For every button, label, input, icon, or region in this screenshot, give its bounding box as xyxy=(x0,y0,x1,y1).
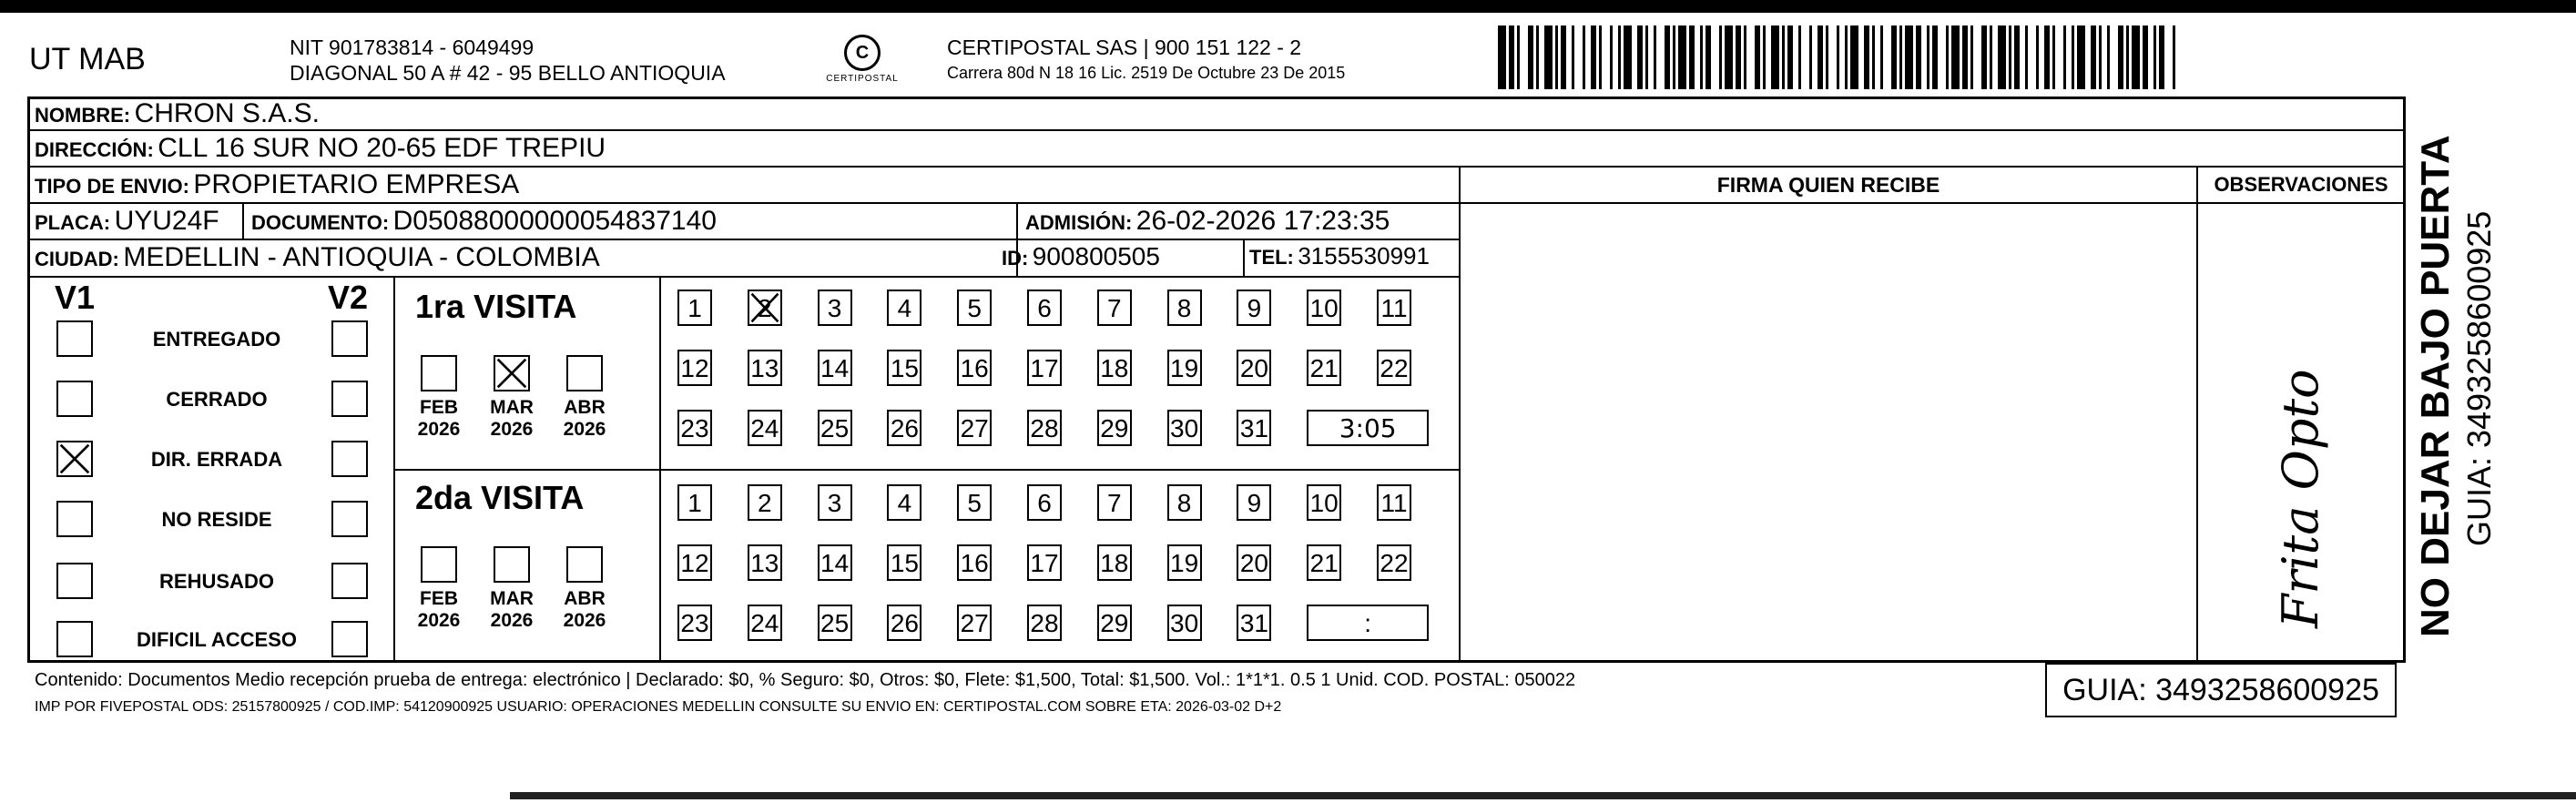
barcode-bar xyxy=(1498,25,1506,89)
day-cell[interactable] xyxy=(1307,544,1341,581)
day-number: 9 xyxy=(1247,489,1262,517)
v2-checkbox[interactable] xyxy=(331,441,368,477)
day-cell[interactable] xyxy=(1237,290,1271,326)
month-label xyxy=(557,397,612,441)
day-cell[interactable] xyxy=(818,605,852,641)
day-cell[interactable] xyxy=(1167,605,1202,641)
admision-value: 26-02-2026 17:23:35 xyxy=(1135,206,1390,236)
v2-checkbox[interactable] xyxy=(331,501,368,537)
tel-value: 3155530991 xyxy=(1298,242,1430,269)
day-cell[interactable] xyxy=(1377,290,1411,326)
day-number: 22 xyxy=(1380,549,1409,577)
observation-text: Frita Opto xyxy=(2272,369,2329,628)
status-label: NO RESIDE xyxy=(161,508,272,531)
month-year: 2026 xyxy=(490,419,534,440)
day-cell[interactable] xyxy=(677,605,712,641)
day-number: 15 xyxy=(890,549,919,577)
day-cell[interactable] xyxy=(1097,605,1132,641)
day-number: 14 xyxy=(820,549,850,577)
day-number: 9 xyxy=(1247,294,1262,322)
month-checkbox[interactable] xyxy=(421,546,457,583)
month-checkbox[interactable] xyxy=(421,355,457,391)
day-number: 3 xyxy=(827,489,842,517)
month-checkbox[interactable] xyxy=(566,546,603,583)
bottom-border xyxy=(510,792,2576,799)
day-number: 10 xyxy=(1309,489,1339,517)
barcode xyxy=(1498,25,2175,89)
barcode-bar xyxy=(2164,25,2173,89)
day-cell[interactable] xyxy=(887,605,921,641)
day-number: 17 xyxy=(1030,549,1059,577)
day-number: 28 xyxy=(1030,609,1059,637)
day-cell[interactable] xyxy=(1307,350,1341,386)
placa-label: PLACA: xyxy=(35,211,111,234)
barcode-bar xyxy=(1938,25,1946,89)
day-cell[interactable] xyxy=(887,544,921,581)
day-number: 21 xyxy=(1309,549,1339,577)
day-cell[interactable] xyxy=(1167,544,1202,581)
day-cell[interactable] xyxy=(957,605,992,641)
certipostal-logo xyxy=(823,35,901,95)
day-number: 4 xyxy=(897,294,912,322)
day-number: 27 xyxy=(960,609,989,637)
day-cell[interactable] xyxy=(957,290,992,326)
day-number: 30 xyxy=(1170,414,1199,442)
day-number: 26 xyxy=(890,414,919,442)
day-cell[interactable] xyxy=(887,484,921,521)
side-warning: NO DEJAR BAJO PUERTA xyxy=(2413,135,2458,637)
barcode-bar xyxy=(1828,25,1837,89)
day-cell[interactable] xyxy=(677,544,712,581)
status-label: ENTREGADO xyxy=(152,328,281,351)
month-label xyxy=(557,588,612,632)
day-number: 12 xyxy=(680,549,709,577)
barcode-bar xyxy=(1574,25,1583,89)
courier-info xyxy=(947,35,1345,86)
barcode-bar xyxy=(1883,25,1891,89)
day-number: 13 xyxy=(750,549,779,577)
visit2-title: 2da VISITA xyxy=(415,479,585,516)
tel-label: TEL: xyxy=(1249,246,1294,269)
day-cell[interactable] xyxy=(1377,484,1411,521)
day-cell[interactable] xyxy=(1167,350,1202,386)
placa-value: UYU24F xyxy=(114,206,219,236)
month-year: 2026 xyxy=(490,610,534,631)
day-cell[interactable] xyxy=(887,290,921,326)
day-number: 16 xyxy=(960,354,989,382)
admision-field xyxy=(1025,206,1390,237)
barcode-bar xyxy=(1998,25,2006,89)
direccion-row xyxy=(35,133,606,164)
barcode-bar xyxy=(1746,25,1755,89)
day-number: 6 xyxy=(1037,489,1052,517)
day-number: 11 xyxy=(1380,489,1408,517)
id-field xyxy=(1002,242,1160,271)
tipo-value: PROPIETARIO EMPRESA xyxy=(193,169,520,199)
day-number: 7 xyxy=(1107,489,1122,517)
day-cell[interactable] xyxy=(1097,350,1132,386)
day-number: 31 xyxy=(1239,414,1268,442)
day-number: 23 xyxy=(680,414,709,442)
day-number: 16 xyxy=(960,549,989,577)
company-name: UT MAB xyxy=(29,42,146,76)
barcode-bar xyxy=(1711,25,1719,89)
barcode-bar xyxy=(1544,25,1553,89)
day-cell[interactable] xyxy=(1027,605,1062,641)
month-name: FEB xyxy=(420,588,458,609)
barcode-bar xyxy=(1951,25,1960,89)
month-label xyxy=(484,588,539,632)
day-cell[interactable] xyxy=(1097,544,1132,581)
day-cell[interactable] xyxy=(1237,410,1271,446)
day-number: 6 xyxy=(1037,294,1052,322)
day-cell[interactable] xyxy=(748,484,782,521)
month-year: 2026 xyxy=(563,610,606,631)
placa-field xyxy=(35,206,219,237)
tipo-row xyxy=(35,169,519,200)
barcode-bar xyxy=(2132,25,2140,89)
day-cell[interactable] xyxy=(1167,290,1202,326)
barcode-bar xyxy=(1520,25,1528,89)
barcode-bar xyxy=(1771,25,1779,89)
day-number: 12 xyxy=(680,354,709,382)
month-label xyxy=(412,397,466,441)
tipo-label: TIPO DE ENVIO: xyxy=(35,175,189,198)
v2-label: V2 xyxy=(328,279,369,316)
day-number: 13 xyxy=(750,354,779,382)
day-number: 23 xyxy=(680,609,709,637)
month-year: 2026 xyxy=(417,610,461,631)
footer-content: Contenido: Documentos Medio recepción prueba de entrega: electrónico | Declarado: $0, % Seguro: $0, Otros: $0, Flete: $1,500, Total: $1,500. Vol.: 1*1*1. 0.5 1 Unid. COD. POSTAL: 050022 xyxy=(35,670,1576,690)
day-number: 24 xyxy=(750,414,779,442)
v2-checkbox[interactable] xyxy=(331,320,368,357)
time-field[interactable]: : xyxy=(1307,605,1429,641)
v1-checkbox[interactable] xyxy=(56,621,93,657)
company-address: DIAGONAL 50 A # 42 - 95 BELLO ANTIOQUIA xyxy=(290,61,726,85)
day-cell[interactable] xyxy=(1377,350,1411,386)
id-label: ID: xyxy=(1002,247,1029,269)
day-cell[interactable] xyxy=(957,544,992,581)
day-number: 8 xyxy=(1176,489,1192,517)
nombre-label: NOMBRE: xyxy=(35,104,131,127)
v1-label: V1 xyxy=(55,279,96,316)
month-name: MAR xyxy=(490,588,534,609)
v1-checkbox[interactable] xyxy=(56,381,93,417)
day-cell[interactable] xyxy=(1097,484,1132,521)
month-label xyxy=(412,588,466,632)
day-cell[interactable] xyxy=(1167,484,1202,521)
day-cell[interactable] xyxy=(1307,484,1341,521)
documento-value: D05088000000054837140 xyxy=(392,206,717,236)
day-cell[interactable] xyxy=(677,484,712,521)
day-number: 4 xyxy=(897,489,912,517)
guia-box: GUIA: 3493258600925 xyxy=(2045,663,2397,717)
barcode-bar xyxy=(1801,25,1809,89)
day-cell[interactable] xyxy=(957,350,992,386)
day-number: 5 xyxy=(967,489,982,517)
day-number: 21 xyxy=(1309,354,1339,382)
day-number: 3 xyxy=(827,294,842,322)
day-cell[interactable] xyxy=(1167,410,1202,446)
day-number: 19 xyxy=(1170,354,1199,382)
day-number: 5 xyxy=(967,294,982,322)
month-name: FEB xyxy=(420,397,458,418)
day-cell[interactable] xyxy=(1377,544,1411,581)
day-number: 22 xyxy=(1380,354,1409,382)
day-cell[interactable] xyxy=(1237,350,1271,386)
barcode-bar xyxy=(1725,25,1733,89)
company-nit: NIT 901783814 - 6049499 xyxy=(290,36,535,59)
documento-label: DOCUMENTO: xyxy=(251,211,390,234)
month-label xyxy=(484,397,539,441)
month-checkbox[interactable] xyxy=(494,546,530,583)
barcode-bar xyxy=(2077,25,2085,89)
day-cell[interactable] xyxy=(1027,544,1062,581)
day-cell[interactable] xyxy=(1027,484,1062,521)
month-year: 2026 xyxy=(563,419,606,440)
barcode-bar xyxy=(1602,25,1610,89)
barcode-bar xyxy=(1905,25,1913,89)
v2-checkbox[interactable] xyxy=(331,563,368,599)
top-border xyxy=(0,0,2576,13)
day-number: 19 xyxy=(1170,549,1199,577)
day-cell[interactable] xyxy=(1097,290,1132,326)
day-number: 7 xyxy=(1107,294,1122,322)
day-number: 8 xyxy=(1176,294,1192,322)
day-cell[interactable] xyxy=(1027,350,1062,386)
day-cell[interactable] xyxy=(748,544,782,581)
ciudad-label: CIUDAD: xyxy=(35,248,119,270)
day-number: 2 xyxy=(758,489,772,517)
v1-checkbox[interactable] xyxy=(56,563,93,599)
day-number: 31 xyxy=(1239,609,1268,637)
barcode-bar xyxy=(1678,25,1686,89)
day-cell[interactable] xyxy=(1237,544,1271,581)
day-number: 18 xyxy=(1100,549,1129,577)
barcode-bar xyxy=(2028,25,2036,89)
footer-print-info: IMP POR FIVEPOSTAL ODS: 25157800925 / COD.IMP: 54120900925 USUARIO: OPERACIONES MEDELLIN CONSULTE SU ENVIO EN: CERTIPOSTAL.COM SOBRE ETA: 2026-03-02 D+2 xyxy=(35,699,1282,715)
v2-checkbox[interactable] xyxy=(331,381,368,417)
month-name: ABR xyxy=(564,588,606,609)
day-number: 1 xyxy=(687,489,702,517)
day-number: 20 xyxy=(1239,549,1268,577)
day-cell[interactable] xyxy=(748,350,782,386)
day-cell[interactable] xyxy=(1027,290,1062,326)
v1-checkbox[interactable] xyxy=(56,320,93,357)
tel-field xyxy=(1249,242,1430,270)
day-cell[interactable] xyxy=(957,484,992,521)
day-cell[interactable] xyxy=(957,410,992,446)
day-number: 28 xyxy=(1030,414,1059,442)
v2-checkbox[interactable] xyxy=(331,621,368,657)
day-number: 20 xyxy=(1239,354,1268,382)
day-cell[interactable] xyxy=(748,605,782,641)
day-cell[interactable] xyxy=(1097,410,1132,446)
logo-text: CERTIPOSTAL xyxy=(826,74,899,84)
month-year: 2026 xyxy=(417,419,461,440)
month-name: MAR xyxy=(490,397,534,418)
company-info xyxy=(290,35,726,86)
status-label: DIFICIL ACCESO xyxy=(136,628,297,651)
ciudad-value: MEDELLIN - ANTIOQUIA - COLOMBIA xyxy=(123,242,600,272)
day-cell[interactable] xyxy=(818,410,852,446)
day-number: 18 xyxy=(1100,354,1129,382)
day-cell[interactable] xyxy=(818,350,852,386)
day-cell[interactable] xyxy=(748,410,782,446)
day-number: 14 xyxy=(820,354,850,382)
day-cell[interactable] xyxy=(818,484,852,521)
side-guia: GUIA: 3493258600925 xyxy=(2460,210,2498,546)
day-number: 24 xyxy=(750,609,779,637)
month-checkbox[interactable] xyxy=(566,355,603,391)
day-cell[interactable] xyxy=(677,290,712,326)
day-cell[interactable] xyxy=(748,290,782,326)
day-number: 11 xyxy=(1380,294,1408,322)
barcode-bar xyxy=(1850,25,1858,89)
v1-checkbox[interactable] xyxy=(56,441,93,477)
direccion-label: DIRECCIÓN: xyxy=(35,138,154,161)
month-name: ABR xyxy=(564,397,606,418)
month-checkbox[interactable] xyxy=(494,355,530,391)
day-cell[interactable] xyxy=(887,410,921,446)
courier-name: CERTIPOSTAL SAS | 900 151 122 - 2 xyxy=(947,36,1302,59)
barcode-bar xyxy=(2110,25,2118,89)
day-cell[interactable] xyxy=(818,544,852,581)
ciudad-field xyxy=(35,242,600,273)
barcode-bar xyxy=(1656,25,1665,89)
courier-license: Carrera 80d N 18 16 Lic. 2519 De Octubre 23 De 2015 xyxy=(947,64,1346,82)
status-label: DIR. ERRADA xyxy=(150,448,283,471)
firma-header: FIRMA QUIEN RECIBE xyxy=(1716,173,1940,197)
day-number: 25 xyxy=(820,414,850,442)
status-label: CERRADO xyxy=(166,388,268,411)
v1-checkbox[interactable] xyxy=(56,501,93,537)
day-cell[interactable] xyxy=(1237,605,1271,641)
status-label: REHUSADO xyxy=(159,570,274,593)
barcode-bar xyxy=(1973,25,1981,89)
documento-field xyxy=(251,206,717,237)
day-cell[interactable] xyxy=(1027,410,1062,446)
barcode-bar xyxy=(1624,25,1632,89)
day-cell[interactable] xyxy=(1237,484,1271,521)
day-number: 17 xyxy=(1030,354,1059,382)
day-number: 2 xyxy=(758,294,772,322)
day-number: 1 xyxy=(687,294,702,322)
day-number: 10 xyxy=(1309,294,1339,322)
logo-mark-icon: C xyxy=(844,35,881,71)
barcode-bar xyxy=(2055,25,2063,89)
day-number: 27 xyxy=(960,414,989,442)
observaciones-header: OBSERVACIONES xyxy=(2214,173,2388,196)
day-cell[interactable] xyxy=(677,350,712,386)
day-cell[interactable] xyxy=(887,350,921,386)
day-cell[interactable] xyxy=(1307,290,1341,326)
day-number: 15 xyxy=(890,354,919,382)
admision-label: ADMISIÓN: xyxy=(1025,211,1133,234)
direccion-value: CLL 16 SUR NO 20-65 EDF TREPIU xyxy=(158,133,606,163)
nombre-row xyxy=(35,98,320,129)
time-field[interactable]: 3:05 xyxy=(1307,410,1429,446)
day-number: 26 xyxy=(890,609,919,637)
day-number: 30 xyxy=(1170,609,1199,637)
day-number: 29 xyxy=(1100,609,1129,637)
nombre-value: CHRON S.A.S. xyxy=(134,98,320,128)
barcode-bar xyxy=(2173,25,2175,89)
day-number: 29 xyxy=(1100,414,1129,442)
day-number: 25 xyxy=(820,609,850,637)
id-value: 900800505 xyxy=(1032,242,1160,270)
visit1-title: 1ra VISITA xyxy=(415,288,577,325)
day-cell[interactable] xyxy=(818,290,852,326)
day-cell[interactable] xyxy=(677,410,712,446)
